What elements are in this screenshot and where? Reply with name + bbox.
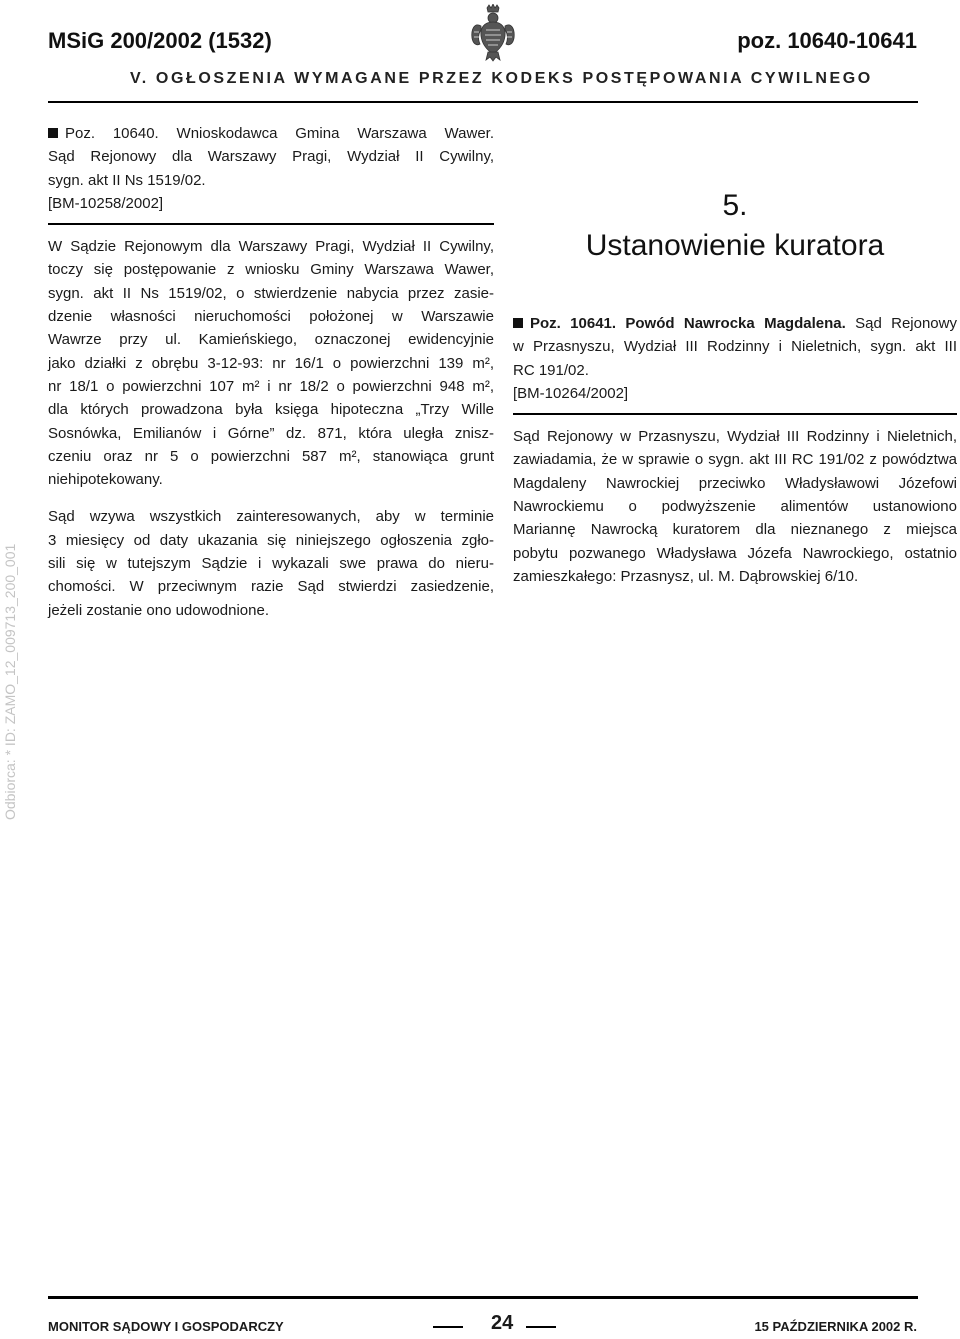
entry-separator: [48, 223, 494, 225]
body-line: sygn. akt II Ns 1519/02, o stwierdzenie nabycia przez zasie-: [48, 284, 494, 302]
entry-10640-body: [48, 235, 494, 622]
body-line: Wawrze przy ul. Kamieńskiego, oznaczonej ewidencyjnie: [48, 331, 494, 349]
footer-date: 15 PAŹDZIERNIKA 2002 R.: [754, 1319, 917, 1334]
body-line: Nawrockiemu o podwyższenie alimentów ustanowiono: [513, 498, 957, 516]
recipient-watermark: Odbiorca: * ID: ZAMO_12_009713_200_001: [2, 543, 18, 820]
body-line: Mariannę Nawrocką kuratorem dla nieznanego z miejsca: [513, 521, 957, 539]
right-column: [513, 312, 957, 588]
body-line: zamieszkałego: Przasnysz, ul. M. Dąbrowskiej 6/10.: [513, 567, 859, 585]
body-line: toczy się postępowanie z wniosku Gminy Warszawa Wawer,: [48, 261, 494, 279]
entry-heading-line: w Przasnyszu, Wydział III Rodzinny i Nieletnich, sygn. akt III: [513, 338, 957, 356]
bullet-square-icon: [513, 318, 523, 328]
chapter-title: Ustanowienie kuratora: [585, 229, 885, 262]
body-line: Sosnówka, Emilianów i Górne” dz. 871, która uległa znisz-: [48, 424, 494, 442]
entry-separator: [513, 413, 957, 415]
body-line: Sąd wzywa wszystkich zainteresowanych, aby w terminie: [48, 508, 494, 526]
body-line: 3 miesięcy od daty ukazania się niniejszego ogłoszenia zgło-: [48, 531, 494, 549]
page-number-dash-right: [526, 1326, 556, 1328]
body-line: jako działki z obrębu 3-12-93: nr 16/1 o powierzchni 139 m²,: [48, 354, 494, 372]
header-rule: [48, 101, 918, 103]
entry-10641-body: [513, 425, 957, 588]
body-line: Sąd Rejonowy w Przasnyszu, Wydział III Rodzinny i Nieletnich,: [513, 428, 957, 446]
body-line: chomości. W przeciwnym razie Sąd stwierdzi zasiedzenie,: [48, 578, 494, 596]
polish-eagle-emblem-icon: [470, 4, 516, 62]
body-line: Magdaleny Nawrockiej przeciwko Władysławowi Józefowi: [513, 474, 957, 492]
page-number-dash-left: [433, 1326, 463, 1328]
body-line: nr 18/1 o powierzchni 107 m² i nr 18/2 o powierzchni 948 m²,: [48, 377, 494, 395]
header-publication-id: MSiG 200/2002 (1532): [48, 28, 272, 53]
body-line: dzenie własności nieruchomości położonej w Warszawie: [48, 308, 494, 326]
entry-heading-rest: Sąd Rejonowy: [845, 315, 957, 332]
body-line: niehipotekowany.: [48, 471, 163, 489]
body-line: jeżeli zostanie ono udowodnione.: [48, 601, 269, 619]
body-line: dla których prowadzona była księga hipoteczna „Trzy Wille: [48, 401, 494, 419]
body-line: W Sądzie Rejonowym dla Warszawy Pragi, Wydział II Cywilny,: [48, 238, 494, 256]
entry-10641-heading: [513, 312, 957, 405]
entry-reference: [BM-10264/2002]: [513, 384, 629, 402]
entry-heading-line: sygn. akt II Ns 1519/02.: [48, 171, 206, 189]
footer-publication-name: MONITOR SĄDOWY I GOSPODARCZY: [48, 1319, 284, 1334]
header-position-range: poz. 10640-10641: [737, 28, 917, 53]
page-number: 24: [491, 1312, 514, 1334]
chapter-number: 5.: [722, 189, 748, 222]
entry-heading-bold: Poz. 10641. Powód Nawrocka Magdalena.: [530, 315, 846, 332]
section-title: V. OGŁOSZENIA WYMAGANE PRZEZ KODEKS POSTĘPOWANIA CYWILNEGO: [130, 70, 873, 87]
entry-heading-line: RC 191/02.: [513, 361, 589, 379]
entry-heading-line: Poz. 10640. Wnioskodawca Gmina Warszawa Wawer.: [65, 125, 494, 142]
left-column: [48, 122, 494, 622]
body-line: sili się w tutejszym Sądzie i wykazali swe prawa do nieru-: [48, 555, 494, 573]
entry-heading-line: Sąd Rejonowy dla Warszawy Pragi, Wydział II Cywilny,: [48, 148, 494, 166]
chapter-heading: [513, 186, 957, 266]
entry-reference: [BM-10258/2002]: [48, 194, 164, 212]
bullet-square-icon: [48, 128, 58, 138]
entry-10640-heading: [48, 122, 494, 215]
body-line: czeniu oraz nr 5 o powierzchni 587 m², stanowiąca grunt: [48, 447, 494, 465]
body-line: zawiadamia, że w sprawie o sygn. akt III RC 191/02 z powództwa: [513, 451, 957, 469]
footer-rule: [48, 1296, 918, 1299]
body-line: pobytu pozwanego Władysława Józefa Nawrockiego, ostatnio: [513, 544, 957, 562]
